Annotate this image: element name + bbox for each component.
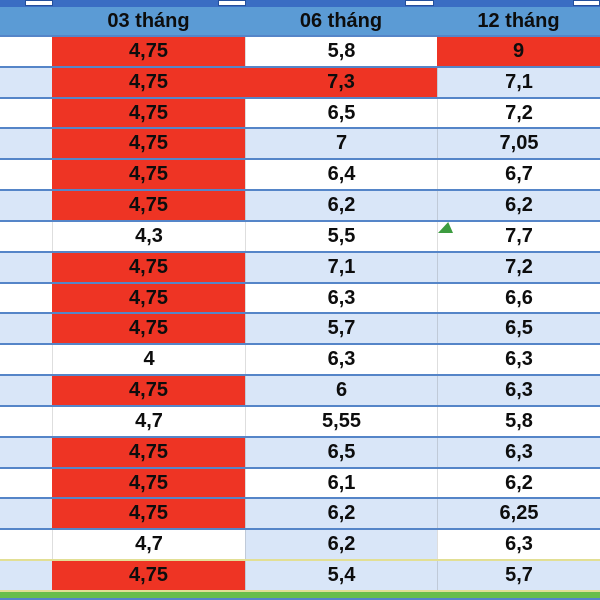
cell-03-thang[interactable] — [52, 530, 245, 559]
cutoff-cell — [405, 0, 434, 6]
cell-value: 5,7 — [327, 317, 356, 340]
row-leader-cell[interactable] — [0, 530, 52, 559]
table-row — [0, 345, 600, 376]
cell-value: 6,3 — [327, 348, 356, 371]
cell-value: 6,3 — [505, 440, 533, 463]
cell-12-thang[interactable] — [437, 129, 600, 158]
cell-03-thang[interactable] — [52, 129, 245, 158]
table-row — [0, 530, 600, 561]
cell-03-thang[interactable] — [52, 345, 245, 374]
cell-value: 6,5 — [327, 440, 356, 463]
cell-12-thang[interactable] — [437, 37, 600, 66]
table-row — [0, 284, 600, 315]
cell-06-thang[interactable] — [245, 530, 437, 559]
table-row — [0, 68, 600, 99]
row-leader-cell[interactable] — [0, 561, 52, 590]
cell-value: 6,3 — [505, 348, 533, 371]
cell-12-thang[interactable] — [437, 68, 600, 97]
cell-12-thang[interactable] — [437, 253, 600, 282]
cell-03-thang[interactable] — [52, 37, 245, 66]
table-row — [0, 561, 600, 592]
cell-06-thang[interactable] — [245, 99, 437, 128]
cell-value: 4,75 — [129, 132, 168, 155]
cutoff-row — [0, 0, 600, 7]
cell-12-thang[interactable] — [437, 99, 600, 128]
cell-12-thang[interactable] — [437, 561, 600, 590]
cell-03-thang[interactable] — [52, 561, 245, 590]
row-leader-cell[interactable] — [0, 191, 52, 220]
cell-06-thang[interactable] — [245, 253, 437, 282]
table-row — [0, 160, 600, 191]
cell-06-thang[interactable] — [245, 561, 437, 590]
cell-value: 6 — [335, 379, 348, 402]
cell-value: 9 — [512, 39, 525, 62]
cell-value: 4,7 — [135, 409, 163, 432]
cell-value: 6,5 — [327, 101, 356, 124]
cell-06-thang[interactable] — [245, 68, 437, 97]
cell-12-thang[interactable] — [437, 438, 600, 467]
table-row — [0, 253, 600, 284]
row-leader-cell[interactable] — [0, 499, 52, 528]
cell-value: 7,2 — [505, 255, 533, 278]
cell-value: 6,3 — [505, 379, 533, 402]
cell-value: 6,2 — [505, 471, 533, 494]
green-flag-icon — [438, 222, 453, 233]
table-body — [0, 37, 600, 592]
cell-12-thang[interactable] — [437, 345, 600, 374]
row-leader-cell[interactable] — [0, 129, 52, 158]
cell-12-thang[interactable] — [437, 499, 600, 528]
row-leader-cell[interactable] — [0, 99, 52, 128]
cell-03-thang[interactable] — [52, 191, 245, 220]
table-row — [0, 407, 600, 438]
header-col-12-thang[interactable]: 12 tháng — [477, 9, 560, 32]
cell-03-thang[interactable] — [52, 284, 245, 313]
cell-03-thang[interactable] — [52, 314, 245, 343]
cell-value: 4,75 — [129, 39, 168, 62]
cell-value: 5,8 — [505, 409, 533, 432]
cell-12-thang[interactable] — [437, 530, 600, 559]
cutoff-cell — [573, 0, 600, 6]
header-col-06-thang[interactable]: 06 tháng — [299, 9, 383, 32]
cell-value: 5,4 — [327, 563, 356, 586]
cell-03-thang[interactable] — [52, 469, 245, 498]
cell-value: 6,25 — [499, 502, 539, 525]
cell-value: 4,75 — [129, 317, 168, 340]
cell-12-thang[interactable] — [437, 376, 600, 405]
cell-value: 6,5 — [505, 317, 533, 340]
row-leader-cell[interactable] — [0, 469, 52, 498]
cell-value: 6,3 — [505, 533, 533, 556]
row-leader-cell[interactable] — [0, 160, 52, 189]
cell-12-thang[interactable] — [437, 284, 600, 313]
cell-value: 4,75 — [129, 502, 168, 525]
cell-value: 4,75 — [129, 101, 168, 124]
cell-value: 4,7 — [135, 533, 163, 556]
cell-value: 7,1 — [505, 70, 533, 93]
cell-06-thang[interactable] — [245, 438, 437, 467]
header-cell-empty[interactable] — [0, 7, 52, 35]
row-leader-cell[interactable] — [0, 68, 52, 97]
cell-value: 5,5 — [327, 224, 356, 247]
cell-value: 4,75 — [129, 194, 168, 217]
table-row — [0, 469, 600, 500]
table-row — [0, 191, 600, 222]
cell-12-thang[interactable] — [437, 191, 600, 220]
cell-value: 4,75 — [129, 563, 168, 586]
cell-value: 4 — [143, 348, 155, 371]
cell-value: 4,75 — [129, 70, 168, 93]
cell-value: 7,7 — [505, 224, 533, 247]
cell-value: 6,2 — [327, 502, 356, 525]
cell-value: 5,55 — [322, 409, 361, 432]
table-row — [0, 376, 600, 407]
cell-value: 6,2 — [327, 194, 356, 217]
cell-value: 7,3 — [327, 70, 355, 93]
cell-value: 4,75 — [129, 286, 168, 309]
cell-06-thang[interactable] — [245, 129, 437, 158]
cell-value: 5,7 — [505, 563, 533, 586]
cell-06-thang[interactable] — [245, 345, 437, 374]
cell-06-thang[interactable] — [245, 37, 437, 66]
cell-06-thang[interactable] — [245, 191, 437, 220]
cell-06-thang[interactable] — [245, 407, 437, 436]
cell-12-thang[interactable] — [437, 222, 600, 251]
cell-03-thang[interactable] — [52, 68, 245, 97]
cell-value: 4,75 — [129, 440, 168, 463]
row-leader-cell[interactable] — [0, 253, 52, 282]
table-row — [0, 99, 600, 130]
table-row — [0, 129, 600, 160]
cutoff-cell — [25, 0, 53, 6]
cell-06-thang[interactable] — [245, 284, 437, 313]
table-row — [0, 37, 600, 68]
cell-value: 7,05 — [499, 132, 539, 155]
cell-12-thang[interactable] — [437, 160, 600, 189]
row-leader-cell[interactable] — [0, 345, 52, 374]
cell-value: 6,2 — [505, 194, 533, 217]
cell-value: 6,3 — [327, 286, 356, 309]
row-leader-cell[interactable] — [0, 376, 52, 405]
cell-03-thang[interactable] — [52, 253, 245, 282]
cell-06-thang[interactable] — [245, 222, 437, 251]
cell-03-thang[interactable] — [52, 438, 245, 467]
table-row — [0, 314, 600, 345]
row-leader-cell[interactable] — [0, 284, 52, 313]
cell-03-thang[interactable] — [52, 99, 245, 128]
table-row — [0, 222, 600, 253]
cell-03-thang[interactable] — [52, 499, 245, 528]
table-row — [0, 438, 600, 469]
row-leader-cell[interactable] — [0, 222, 52, 251]
cell-12-thang[interactable] — [437, 469, 600, 498]
cell-06-thang[interactable] — [245, 314, 437, 343]
cell-value: 7 — [335, 132, 348, 155]
cell-value: 4,75 — [129, 379, 168, 402]
cell-06-thang[interactable] — [245, 469, 437, 498]
cell-value: 6,4 — [327, 163, 356, 186]
cutoff-cell — [218, 0, 246, 6]
cell-03-thang[interactable] — [52, 407, 245, 436]
cell-value: 4,3 — [135, 224, 163, 247]
cell-03-thang[interactable] — [52, 376, 245, 405]
cell-06-thang[interactable] — [245, 499, 437, 528]
cell-03-thang[interactable] — [52, 160, 245, 189]
cell-12-thang[interactable] — [437, 314, 600, 343]
cell-value: 4,75 — [129, 255, 168, 278]
cell-value: 5,8 — [327, 39, 356, 62]
cell-03-thang[interactable] — [52, 222, 245, 251]
cell-value: 7,2 — [505, 101, 533, 124]
cell-value: 4,75 — [129, 471, 168, 494]
cell-value: 6,1 — [327, 471, 356, 494]
row-leader-cell[interactable] — [0, 314, 52, 343]
row-leader-cell[interactable] — [0, 407, 52, 436]
cell-value: 4,75 — [129, 163, 168, 186]
cell-12-thang[interactable] — [437, 407, 600, 436]
row-leader-cell[interactable] — [0, 37, 52, 66]
bottom-green-strip — [0, 592, 600, 600]
cell-value: 6,6 — [505, 286, 533, 309]
row-leader-cell[interactable] — [0, 438, 52, 467]
header-col-03-thang[interactable]: 03 tháng — [107, 9, 190, 32]
cell-06-thang[interactable] — [245, 376, 437, 405]
cell-value: 6,2 — [327, 533, 356, 556]
cell-value: 7,1 — [327, 255, 356, 278]
table-row — [0, 499, 600, 530]
cell-06-thang[interactable] — [245, 160, 437, 189]
cell-value: 6,7 — [505, 163, 533, 186]
table-header — [0, 7, 600, 37]
